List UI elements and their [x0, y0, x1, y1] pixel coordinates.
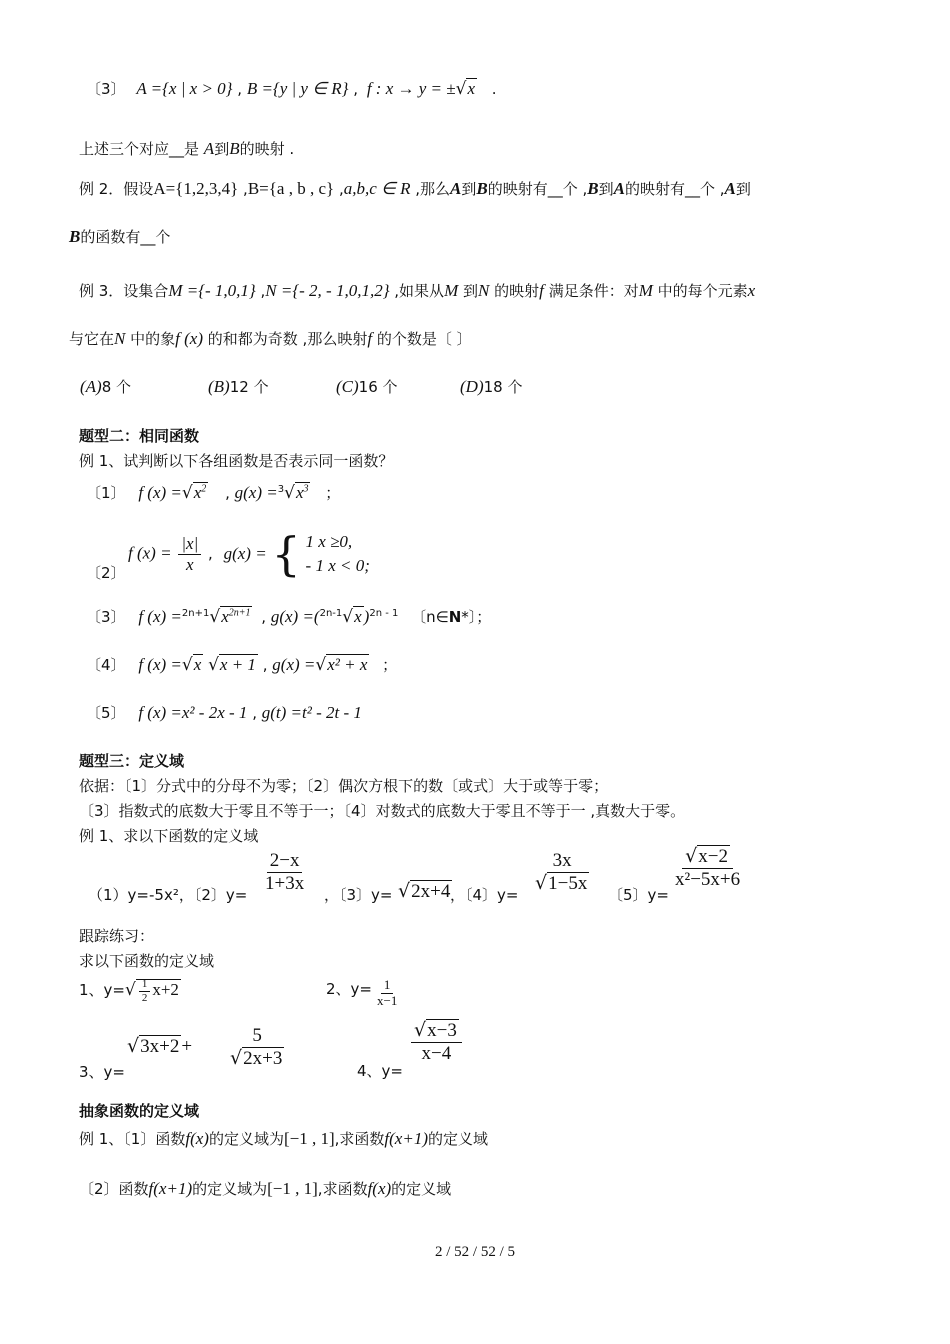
abstract-title: 抽象函数的定义域: [79, 1102, 200, 1120]
set-a: A ={x | x > 0}: [136, 79, 233, 98]
example-2: 例 2．假设A={1,2,3,4} ,B={a , b , c} ,a,b,c ∈ R ,那么A到B的映射有__个 ,B到A的映射有__个 ,A到: [79, 179, 751, 198]
type2-item5: 〔5〕 f (x) =x² - 2x - 1 , g(t) =t² - 2t - 1: [86, 703, 362, 722]
example-3: 例 3．设集合M ={- 1,0,1} ,N ={- 2, - 1,0,1,2} ,如果从M 到N 的映射f 满足条件：对M 中的每个元素x: [79, 281, 756, 300]
section-type3-title: 题型三：定义域: [79, 752, 185, 770]
example-2-line2: B的函数有__个: [69, 227, 171, 246]
set-b: B ={y | y ∈ R}: [246, 79, 349, 98]
ex1-item3: 〔3〕 A ={x | x > 0} , B ={y | y ∈ R} , f : x → y = ±√x .: [86, 79, 497, 99]
option-b: (B)12 个: [208, 377, 269, 396]
section-type2-title: 题型二：相同函数: [79, 427, 200, 445]
type3-basis-2: 〔3〕指数式的底数大于零且不等于一；〔4〕对数式的底数大于零且不等于一 ,真数大于零。: [79, 802, 686, 820]
practice-question: 求以下函数的定义域: [79, 952, 215, 970]
type2-item3: 〔3〕 f $(x) =^{2n+1}√x^{2n+1}$ , g(x) =($^{2n-1}$√x )$^{2n - 1}$ 〔n∈N*〕；: [86, 607, 492, 627]
abstract-ex1: 例 1、〔1〕函数f(x)的定义域为[−1 , 1],求函数f(x+1)的定义域: [79, 1129, 488, 1148]
type3-basis-1: 依据：〔1〕分式中的分母不为零；〔2〕偶次方根下的数〔或式〕大于或等于零；: [79, 777, 609, 795]
type3-question: 例 1、求以下函数的定义域: [79, 827, 259, 845]
page-footer: 2 / 52 / 52 / 5: [434, 1244, 515, 1260]
type2-item4: 〔4〕 f (x) =√x √x + 1 , g(x) =√x² + x ；: [86, 655, 398, 675]
option-a: (A)8 个: [80, 377, 132, 396]
practice-title: 跟踪练习：: [79, 927, 155, 945]
ex1-question: 上述三个对应__是 A到B的映射 .: [79, 139, 295, 158]
option-d: (D)18 个: [460, 377, 523, 396]
type2-item1: 〔1〕 f $(x) =√x^2$ , $g(x) =^3√x^3$ ；: [86, 483, 341, 503]
example-3-line2: 与它在N 中的象f (x) 的和都为奇数 ,那么映射f 的个数是〔 〕: [69, 329, 472, 348]
practice-e2: 2、y= $\frac{1}{x-1}$: [326, 977, 398, 1008]
mapping-f: f : x → y = ±: [366, 79, 456, 98]
abstract-ex2: 〔2〕函数f(x+1)的定义域为[−1 , 1],求函数f(x)的定义域: [79, 1179, 452, 1198]
type2-question: 例 1、试判断以下各组函数是否表示同一函数？: [79, 452, 394, 470]
option-c: (C)16 个: [336, 377, 398, 396]
practice-e1: 1、y=√ $\frac{1}{2}$ x+2: [79, 978, 179, 1004]
